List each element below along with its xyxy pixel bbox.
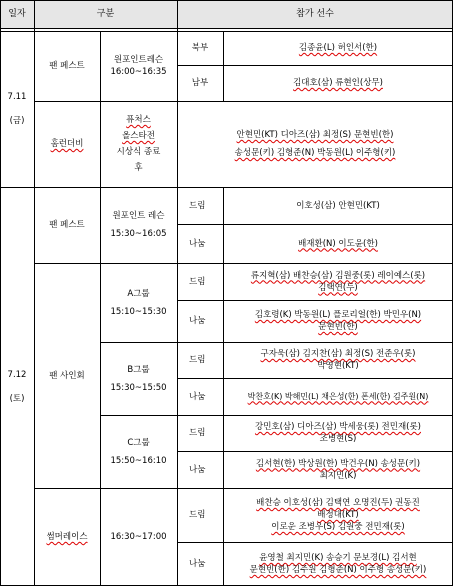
event-summer-race-text: 썸머레이스 [46,532,88,542]
team-b-dream-text: 드림 [189,355,206,365]
team-south [177,65,223,101]
grid-line [34,0,35,586]
team-c-nanum-text: 나눔 [189,464,206,475]
grid-line [0,187,453,188]
team-south-text: 남부 [191,78,209,88]
session-group-c [100,415,177,488]
team-c-nanum [177,451,223,488]
players-s-nanum [223,542,453,586]
grid-line [34,488,453,489]
grid-line [100,415,453,416]
players-north-text: 김종윤(L) 허인서(한) [298,43,378,53]
players-a-dream [223,263,453,300]
event-fan-fest-2-text: 팬 페스트 [49,220,85,230]
session-one-point-1 [100,31,177,101]
team-a-nanum-text: 나눔 [189,316,206,326]
grid-line [223,187,224,586]
players-north [223,31,453,65]
date-7-12-text: 7.12 [7,369,27,380]
players-c-dream [223,415,453,451]
players-c-dream-line1: 강민호(삼) 디아즈(삼) 박세웅(롯) 전민재(롯) [254,422,421,432]
players-a-nanum [223,300,453,342]
session-derby-line1: 퓨처스 [126,115,151,125]
team-north-text: 북부 [191,43,209,53]
session-group-a-text: A그룹 [127,288,150,299]
event-fan-fest-1-text: 팬 페스트 [49,61,85,71]
team-ff-nanum [177,224,223,263]
players-a-dream-line2: 김택연(두) [318,282,358,293]
players-derby [177,101,453,187]
session-summer-time [100,488,177,586]
team-s-nanum [177,542,223,586]
session-one-point-2 [100,187,177,263]
players-south-text: 김대호(삼) 류현인(상무) [293,78,383,88]
team-s-nanum-text: 나눔 [189,559,206,569]
players-b-dream [223,342,453,378]
players-s-dream [223,488,453,542]
players-south [223,65,453,101]
session-summer-time-text: 16:30~17:00 [110,532,167,542]
date-7-11 [0,31,34,187]
header-category [34,0,177,28]
grid-line [177,224,453,225]
players-s-nanum-line2: 문현빈(한) 김주원 김형준(N) 이주형 송성문(키) [249,565,427,575]
players-a-nanum-line1: 김호령(K) 박동원(L) 플로리얼(한) 박민우(N) [254,310,422,320]
players-ff-nanum [223,224,453,263]
team-b-nanum [177,378,223,415]
header-players [177,0,453,28]
header-date-text: 일자 [8,9,26,19]
grid-line [100,31,101,586]
players-b-nanum-line1: 박찬호(K) 박해민(L) 채은성(한) 폰세(한) 김주원(N) [247,391,429,401]
players-a-dream-line1: 류지혁(삼) 배찬승(삼) 김원중(롯) 레이예스(롯) [250,270,426,281]
session-derby-line4: 후 [134,163,143,173]
session-group-b-time: 15:30~15:50 [110,382,167,393]
players-derby-line1: 안현민(KT) 디아즈(삼) 최정(S) 문현빈(한) [236,130,394,140]
players-c-nanum-line2: 최지민(K) [319,470,357,481]
event-homerun-derby-text: 홈런더비 [50,139,84,149]
date-7-11-text: 7.11 [7,92,27,102]
players-b-nanum [223,378,453,415]
players-ff-nanum-text: 배재환(N) 이도윤(한) [298,238,378,249]
event-fan-sign-text: 팬 사인회 [49,370,85,381]
grid-line [177,65,453,66]
grid-line [177,378,453,379]
session-one-point-2-text: 원포인트 레슨 [112,211,165,221]
session-group-a-time: 15:10~15:30 [110,306,167,317]
grid-line [100,342,453,343]
grid-line [177,0,178,586]
session-group-c-text: C그룹 [127,437,150,448]
players-s-dream-line2: 배정대(KT) [317,510,359,520]
session-derby-line3: 시상식 종료 [116,147,161,157]
grid-line [0,28,453,29]
team-a-nanum [177,300,223,342]
team-b-nanum-text: 나눔 [189,391,206,402]
team-c-dream-text: 드림 [189,428,206,438]
team-ff-dream [177,187,223,224]
players-s-nanum-line1: 윤영철 최지민(K) 송승기 문보경(L) 김서현 [259,553,417,563]
event-fan-fest-2 [34,187,100,263]
session-one-point-2-time: 15:30~16:05 [110,229,167,239]
team-ff-nanum-text: 나눔 [189,238,206,249]
team-s-dream [177,488,223,542]
team-c-dream [177,415,223,451]
session-group-a [100,263,177,342]
team-a-dream-text: 드림 [189,276,206,287]
grid-line [177,451,453,452]
event-fan-fest-1 [34,31,100,101]
session-group-c-time: 15:50~16:10 [110,455,167,466]
team-ff-dream-text: 드림 [189,200,206,211]
players-c-nanum-line1: 김서현(한) 박상원(한) 박건우(N) 송성문(키) [255,458,421,469]
players-derby-line2: 송성문(키) 김형준(N) 박동원(L) 이주형(키) [234,148,396,158]
session-one-point-1-time: 16:00~16:35 [110,67,167,77]
session-derby-time [100,101,177,187]
header-players-text: 참가 선수 [296,9,334,19]
event-homerun-derby [34,101,100,187]
team-north [177,31,223,65]
event-fan-sign [34,263,100,488]
session-group-b [100,342,177,415]
grid-line [0,31,453,32]
grid-line [0,0,453,1]
players-ff-dream-text: 이호성(삼) 안현민(KT) [296,200,380,211]
event-summer-race [34,488,100,586]
players-ff-dream [223,187,453,224]
team-a-dream [177,263,223,300]
session-group-b-text: B그룹 [127,364,150,375]
players-c-nanum [223,451,453,488]
team-b-dream [177,342,223,378]
players-s-dream-line1: 배찬승 이호성(삼) 김택연 오명진(두) 권동진 [256,498,420,508]
grid-line [177,542,453,543]
grid-line [34,263,453,264]
grid-line [223,31,224,101]
grid-line [0,0,1,586]
team-s-dream-text: 드림 [189,510,206,520]
header-category-text: 구분 [96,9,115,19]
players-b-dream-line1: 구자욱(삼) 김지찬(삼) 최정(S) 전준우(롯) [260,349,416,359]
session-one-point-1-text: 원포인트레슨 [113,55,164,65]
date-7-12-day: (토) [9,393,25,404]
players-a-nanum-line2: 문현빈(한) [318,322,358,332]
grid-line [34,101,453,102]
date-7-11-day: (금) [9,116,25,126]
players-b-dream-line2: 박영현(KT) [317,361,359,371]
session-derby-line2: 올스타전 [122,131,155,141]
header-date [0,0,34,28]
players-c-dream-line2: 조병현(S) [319,434,357,444]
grid-line [177,300,453,301]
players-s-dream-line3: 이로운 조병우(S) 김원중 전민재(롯) [271,522,405,532]
date-7-12 [0,187,34,586]
